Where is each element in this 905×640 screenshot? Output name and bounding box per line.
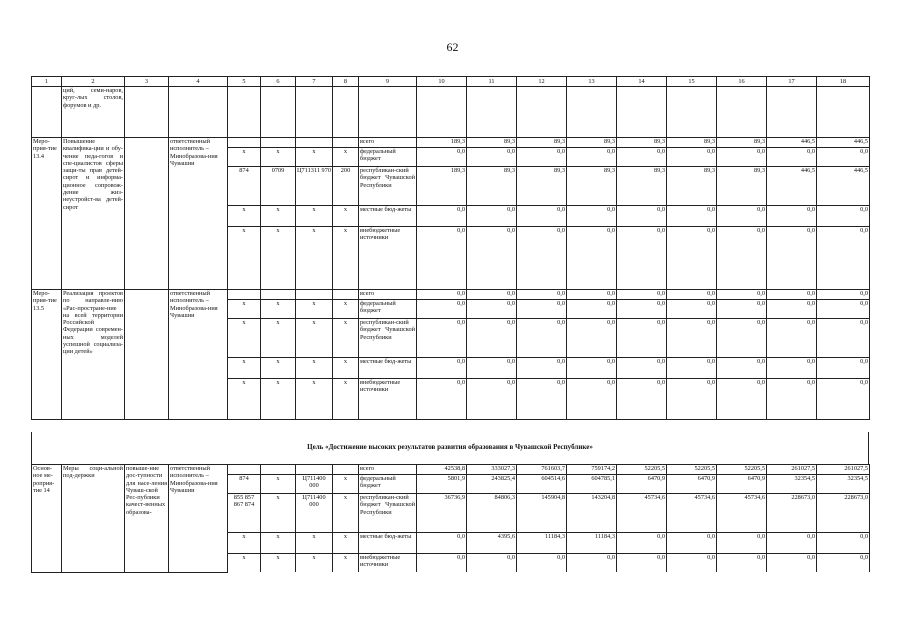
code-grbs: x bbox=[228, 319, 261, 358]
amount-cell: 32354,5 bbox=[817, 475, 870, 494]
amount-cell: 0,0 bbox=[517, 300, 567, 319]
amount-cell: 0,0 bbox=[467, 379, 517, 420]
amount-cell: 0,0 bbox=[467, 554, 517, 573]
amount-cell: 0,0 bbox=[517, 227, 567, 290]
empty-cell bbox=[228, 87, 261, 138]
amount-cell: 0,0 bbox=[567, 290, 617, 300]
column-number-row bbox=[32, 77, 870, 87]
amount-cell: 0,0 bbox=[517, 379, 567, 420]
amount-cell: 261027,5 bbox=[817, 465, 870, 475]
amount-cell: 446,5 bbox=[767, 167, 817, 206]
event-executor: ответственный исполнитель – Минобразова-ния Чувашии bbox=[169, 465, 228, 573]
empty-cell bbox=[32, 87, 62, 138]
amount-cell: 0,0 bbox=[617, 148, 667, 167]
amount-cell: 0,0 bbox=[617, 533, 667, 554]
amount-cell: 6470,9 bbox=[717, 475, 767, 494]
amount-cell: 32354,5 bbox=[767, 475, 817, 494]
funding-source: местные бюд-жеты bbox=[359, 206, 417, 227]
amount-cell: 228673,0 bbox=[767, 494, 817, 533]
amount-cell: 0,0 bbox=[817, 554, 870, 573]
code-grbs: x bbox=[228, 206, 261, 227]
amount-cell: 0,0 bbox=[667, 206, 717, 227]
amount-cell: 0,0 bbox=[567, 148, 617, 167]
code-section: x bbox=[261, 379, 296, 420]
amount-cell: 84806,3 bbox=[467, 494, 517, 533]
column-number: 6 bbox=[261, 77, 296, 87]
amount-cell: 6470,9 bbox=[667, 475, 717, 494]
column-number: 18 bbox=[817, 77, 870, 87]
amount-cell: 0,0 bbox=[617, 227, 667, 290]
amount-cell: 0,0 bbox=[567, 319, 617, 358]
amount-cell: 0,0 bbox=[567, 300, 617, 319]
table-row bbox=[32, 138, 870, 148]
code-grbs: x bbox=[228, 148, 261, 167]
amount-cell: 0,0 bbox=[417, 227, 467, 290]
amount-cell: 0,0 bbox=[767, 290, 817, 300]
amount-cell: 0,0 bbox=[567, 379, 617, 420]
amount-cell: 0,0 bbox=[567, 554, 617, 573]
code-target-article: x bbox=[296, 148, 333, 167]
code-grbs: 874 bbox=[228, 475, 261, 494]
column-number: 9 bbox=[359, 77, 417, 87]
code-target-article: x bbox=[296, 300, 333, 319]
amount-cell: 0,0 bbox=[667, 379, 717, 420]
amount-cell: 0,0 bbox=[667, 290, 717, 300]
code-section: x bbox=[261, 206, 296, 227]
amount-cell: 0,0 bbox=[717, 379, 767, 420]
amount-cell: 0,0 bbox=[467, 319, 517, 358]
amount-cell: 89,3 bbox=[517, 167, 567, 206]
code-section: x bbox=[261, 494, 296, 533]
amount-cell: 0,0 bbox=[517, 148, 567, 167]
event-executor: ответственный исполнитель – Минобразова-ния Чувашии bbox=[169, 138, 228, 290]
amount-cell: 0,0 bbox=[417, 148, 467, 167]
amount-cell: 0,0 bbox=[767, 227, 817, 290]
column-number: 12 bbox=[517, 77, 567, 87]
amount-cell: 0,0 bbox=[667, 227, 717, 290]
amount-cell: 0,0 bbox=[717, 533, 767, 554]
amount-cell: 0,0 bbox=[567, 206, 617, 227]
amount-cell: 0,0 bbox=[467, 290, 517, 300]
amount-cell: 0,0 bbox=[517, 290, 567, 300]
amount-cell: 0,0 bbox=[617, 319, 667, 358]
amount-cell: 4395,6 bbox=[467, 533, 517, 554]
code-expense-type: x bbox=[333, 494, 359, 533]
column-number: 5 bbox=[228, 77, 261, 87]
amount-cell: 89,3 bbox=[717, 167, 767, 206]
amount-cell: 0,0 bbox=[567, 227, 617, 290]
code-target-article: Ц711400 000 bbox=[296, 494, 333, 533]
amount-cell: 11184,3 bbox=[517, 533, 567, 554]
amount-cell: 52205,5 bbox=[717, 465, 767, 475]
empty-cell bbox=[717, 87, 767, 138]
amount-cell: 761603,7 bbox=[517, 465, 567, 475]
page-number: 62 bbox=[446, 40, 459, 54]
amount-cell: 0,0 bbox=[617, 358, 667, 379]
code-target-article: x bbox=[296, 358, 333, 379]
amount-cell: 0,0 bbox=[717, 319, 767, 358]
amount-cell: 0,0 bbox=[817, 319, 870, 358]
amount-cell: 89,3 bbox=[567, 167, 617, 206]
amount-cell: 446,5 bbox=[817, 138, 870, 148]
funding-source: федеральный бюджет bbox=[359, 475, 417, 494]
empty-cell bbox=[296, 87, 333, 138]
column-number: 3 bbox=[125, 77, 169, 87]
amount-cell: 0,0 bbox=[667, 533, 717, 554]
amount-cell: 0,0 bbox=[767, 533, 817, 554]
code-expense-type: x bbox=[333, 533, 359, 554]
amount-cell: 0,0 bbox=[517, 358, 567, 379]
amount-cell: 0,0 bbox=[767, 300, 817, 319]
code-section: 0709 bbox=[261, 167, 296, 206]
event-name: Реализация проектов по направле-нию «Рас-простране-ние на всей территории Российской Федерации современ-ных моделей успешной социализа-ции детей» bbox=[62, 290, 125, 420]
funding-source: всего bbox=[359, 138, 417, 148]
amount-cell: 0,0 bbox=[767, 379, 817, 420]
amount-cell: 0,0 bbox=[417, 533, 467, 554]
funding-source: всего bbox=[359, 465, 417, 475]
empty-cell bbox=[767, 87, 817, 138]
event-name: Меры соци-альной под-держки bbox=[62, 465, 125, 573]
amount-cell: 36736,9 bbox=[417, 494, 467, 533]
funding-source: внебюджетные источники bbox=[359, 379, 417, 420]
amount-cell: 0,0 bbox=[467, 300, 517, 319]
funding-source: местные бюд-жеты bbox=[359, 533, 417, 554]
amount-cell: 0,0 bbox=[667, 300, 717, 319]
amount-cell: 0,0 bbox=[667, 554, 717, 573]
amount-cell: 0,0 bbox=[717, 300, 767, 319]
amount-cell: 189,3 bbox=[417, 167, 467, 206]
amount-cell: 0,0 bbox=[417, 554, 467, 573]
empty-cell bbox=[125, 87, 169, 138]
amount-cell: 89,3 bbox=[517, 138, 567, 148]
column-number: 1 bbox=[32, 77, 62, 87]
empty-cell bbox=[333, 87, 359, 138]
budget-table-bottom bbox=[31, 464, 870, 573]
event-label: Меро-прия-тие 13.5 bbox=[32, 290, 62, 420]
table-row bbox=[32, 465, 870, 475]
amount-cell: 0,0 bbox=[767, 358, 817, 379]
code-expense-type: x bbox=[333, 358, 359, 379]
code-section: x bbox=[261, 319, 296, 358]
code-grbs: x bbox=[228, 227, 261, 290]
amount-cell: 42538,8 bbox=[417, 465, 467, 475]
code-target-article: x bbox=[296, 533, 333, 554]
amount-cell: 6470,9 bbox=[617, 475, 667, 494]
amount-cell: 0,0 bbox=[717, 227, 767, 290]
code-expense-type: x bbox=[333, 379, 359, 420]
amount-cell: 0,0 bbox=[417, 319, 467, 358]
funding-source: местные бюд-жеты bbox=[359, 358, 417, 379]
column-number: 2 bbox=[62, 77, 125, 87]
code-target-article: x bbox=[296, 379, 333, 420]
amount-cell: 446,5 bbox=[817, 167, 870, 206]
amount-cell: 143204,8 bbox=[567, 494, 617, 533]
amount-cell: 0,0 bbox=[717, 148, 767, 167]
amount-cell: 0,0 bbox=[817, 300, 870, 319]
code-section: x bbox=[261, 227, 296, 290]
empty-cell bbox=[125, 138, 169, 290]
empty-cell bbox=[567, 87, 617, 138]
column-number: 7 bbox=[296, 77, 333, 87]
event-target: повыше-ние дос-тупности для насе-ления Чуваш-ской Рес-публики качест-венных образова- bbox=[125, 465, 169, 573]
amount-cell: 0,0 bbox=[417, 358, 467, 379]
amount-cell: 45734,6 bbox=[617, 494, 667, 533]
code-expense-type bbox=[333, 465, 359, 475]
column-number: 14 bbox=[617, 77, 667, 87]
code-target-article: Ц711311 970 bbox=[296, 167, 333, 206]
amount-cell: 261027,5 bbox=[767, 465, 817, 475]
amount-cell: 0,0 bbox=[617, 300, 667, 319]
code-section bbox=[261, 465, 296, 475]
empty-cell bbox=[169, 87, 228, 138]
code-expense-type bbox=[333, 138, 359, 148]
funding-source: внебюджетные источники bbox=[359, 227, 417, 290]
code-grbs: x bbox=[228, 554, 261, 573]
amount-cell: 0,0 bbox=[417, 379, 467, 420]
event-executor: ответственный исполнитель – Минобразова-ния Чувашии bbox=[169, 290, 228, 420]
event-label: Меро-прия-тие 13.4 bbox=[32, 138, 62, 290]
amount-cell: 89,3 bbox=[467, 167, 517, 206]
amount-cell: 604785,1 bbox=[567, 475, 617, 494]
amount-cell: 45734,6 bbox=[667, 494, 717, 533]
amount-cell: 0,0 bbox=[817, 206, 870, 227]
code-grbs bbox=[228, 138, 261, 148]
amount-cell: 0,0 bbox=[717, 554, 767, 573]
code-expense-type: x bbox=[333, 148, 359, 167]
funding-source: федеральный бюджет bbox=[359, 148, 417, 167]
amount-cell: 0,0 bbox=[667, 358, 717, 379]
code-section bbox=[261, 290, 296, 300]
amount-cell: 11184,3 bbox=[567, 533, 617, 554]
empty-cell bbox=[125, 290, 169, 420]
code-section: x bbox=[261, 148, 296, 167]
amount-cell: 0,0 bbox=[617, 206, 667, 227]
amount-cell: 52205,5 bbox=[617, 465, 667, 475]
amount-cell: 45734,6 bbox=[717, 494, 767, 533]
amount-cell: 759174,2 bbox=[567, 465, 617, 475]
column-number: 11 bbox=[467, 77, 517, 87]
amount-cell: 0,0 bbox=[617, 554, 667, 573]
column-number: 15 bbox=[667, 77, 717, 87]
continued-text: ций, семи-наров, круг-лых столов, форумов и др. bbox=[62, 87, 125, 138]
code-grbs: 874 bbox=[228, 167, 261, 206]
amount-cell: 0,0 bbox=[517, 554, 567, 573]
code-grbs: x bbox=[228, 533, 261, 554]
code-target-article bbox=[296, 465, 333, 475]
amount-cell: 89,3 bbox=[467, 138, 517, 148]
empty-cell bbox=[417, 87, 467, 138]
code-section: x bbox=[261, 475, 296, 494]
code-grbs bbox=[228, 465, 261, 475]
amount-cell: 89,3 bbox=[667, 138, 717, 148]
code-expense-type: x bbox=[333, 475, 359, 494]
amount-cell: 0,0 bbox=[517, 206, 567, 227]
code-target-article bbox=[296, 138, 333, 148]
column-number: 17 bbox=[767, 77, 817, 87]
column-number: 8 bbox=[333, 77, 359, 87]
amount-cell: 0,0 bbox=[817, 358, 870, 379]
amount-cell: 0,0 bbox=[617, 379, 667, 420]
amount-cell: 89,3 bbox=[617, 167, 667, 206]
empty-cell bbox=[467, 87, 517, 138]
amount-cell: 0,0 bbox=[717, 358, 767, 379]
column-number: 10 bbox=[417, 77, 467, 87]
code-expense-type: x bbox=[333, 227, 359, 290]
code-expense-type: x bbox=[333, 300, 359, 319]
code-expense-type: x bbox=[333, 206, 359, 227]
code-target-article: x bbox=[296, 554, 333, 573]
amount-cell: 5801,9 bbox=[417, 475, 467, 494]
amount-cell: 604514,6 bbox=[517, 475, 567, 494]
amount-cell: 243825,4 bbox=[467, 475, 517, 494]
code-section: x bbox=[261, 300, 296, 319]
empty-cell bbox=[667, 87, 717, 138]
code-section: x bbox=[261, 358, 296, 379]
amount-cell: 0,0 bbox=[817, 148, 870, 167]
amount-cell: 0,0 bbox=[417, 290, 467, 300]
amount-cell: 89,3 bbox=[667, 167, 717, 206]
code-expense-type: 200 bbox=[333, 167, 359, 206]
amount-cell: 0,0 bbox=[467, 358, 517, 379]
empty-cell bbox=[817, 87, 870, 138]
amount-cell: 89,3 bbox=[717, 138, 767, 148]
amount-cell: 0,0 bbox=[467, 206, 517, 227]
amount-cell: 0,0 bbox=[817, 227, 870, 290]
amount-cell: 0,0 bbox=[767, 148, 817, 167]
amount-cell: 228673,0 bbox=[817, 494, 870, 533]
funding-source: республикан-ский бюджет Чувашской Республики bbox=[359, 167, 417, 206]
amount-cell: 0,0 bbox=[667, 148, 717, 167]
amount-cell: 0,0 bbox=[817, 290, 870, 300]
code-target-article: x bbox=[296, 206, 333, 227]
amount-cell: 0,0 bbox=[617, 290, 667, 300]
code-expense-type: x bbox=[333, 554, 359, 573]
amount-cell: 0,0 bbox=[417, 300, 467, 319]
amount-cell: 0,0 bbox=[517, 319, 567, 358]
amount-cell: 0,0 bbox=[767, 554, 817, 573]
budget-table-top bbox=[31, 76, 870, 420]
code-grbs: x bbox=[228, 358, 261, 379]
amount-cell: 189,3 bbox=[417, 138, 467, 148]
empty-cell bbox=[359, 87, 417, 138]
code-grbs: x bbox=[228, 379, 261, 420]
column-number: 4 bbox=[169, 77, 228, 87]
empty-cell bbox=[261, 87, 296, 138]
empty-cell bbox=[517, 87, 567, 138]
continuation-row bbox=[32, 87, 870, 138]
funding-source: федеральный бюджет bbox=[359, 300, 417, 319]
amount-cell: 0,0 bbox=[717, 206, 767, 227]
code-section: x bbox=[261, 533, 296, 554]
code-section: x bbox=[261, 554, 296, 573]
funding-source: внебюджетные источники bbox=[359, 554, 417, 573]
amount-cell: 0,0 bbox=[567, 358, 617, 379]
code-grbs bbox=[228, 290, 261, 300]
code-target-article: Ц711400 000 bbox=[296, 475, 333, 494]
amount-cell: 0,0 bbox=[467, 148, 517, 167]
table-row bbox=[32, 290, 870, 300]
amount-cell: 0,0 bbox=[817, 379, 870, 420]
event-name: Повышение квалифика-ции и обу-чение педа-гогов и спе-циалистов сферы защи-ты прав детей-сирот и информа-ционное сопровож-дение жиз-неустройст-ва детей-сирот bbox=[62, 138, 125, 290]
column-number: 16 bbox=[717, 77, 767, 87]
empty-cell bbox=[617, 87, 667, 138]
amount-cell: 0,0 bbox=[417, 206, 467, 227]
column-number: 13 bbox=[567, 77, 617, 87]
amount-cell: 89,3 bbox=[567, 138, 617, 148]
code-expense-type: x bbox=[333, 319, 359, 358]
amount-cell: 333027,3 bbox=[467, 465, 517, 475]
amount-cell: 89,3 bbox=[617, 138, 667, 148]
funding-source: республикан-ский бюджет Чувашской Республики bbox=[359, 494, 417, 533]
funding-source: всего bbox=[359, 290, 417, 300]
amount-cell: 0,0 bbox=[467, 227, 517, 290]
amount-cell: 0,0 bbox=[717, 290, 767, 300]
funding-source: республикан-ский бюджет Чувашской Республики bbox=[359, 319, 417, 358]
amount-cell: 0,0 bbox=[817, 533, 870, 554]
amount-cell: 0,0 bbox=[767, 319, 817, 358]
amount-cell: 0,0 bbox=[667, 319, 717, 358]
amount-cell: 52205,5 bbox=[667, 465, 717, 475]
amount-cell: 0,0 bbox=[767, 206, 817, 227]
code-target-article bbox=[296, 290, 333, 300]
code-target-article: x bbox=[296, 319, 333, 358]
event-label: Основ-ное ме-роприя-тие 14 bbox=[32, 465, 62, 573]
code-grbs: x bbox=[228, 300, 261, 319]
amount-cell: 446,5 bbox=[767, 138, 817, 148]
code-target-article: x bbox=[296, 227, 333, 290]
code-expense-type bbox=[333, 290, 359, 300]
amount-cell: 145904,8 bbox=[517, 494, 567, 533]
goal-heading: Цель «Достижение высоких результатов развития образования в Чувашской Республике» bbox=[307, 443, 593, 451]
code-section bbox=[261, 138, 296, 148]
code-grbs: 855 857 867 874 bbox=[228, 494, 261, 533]
